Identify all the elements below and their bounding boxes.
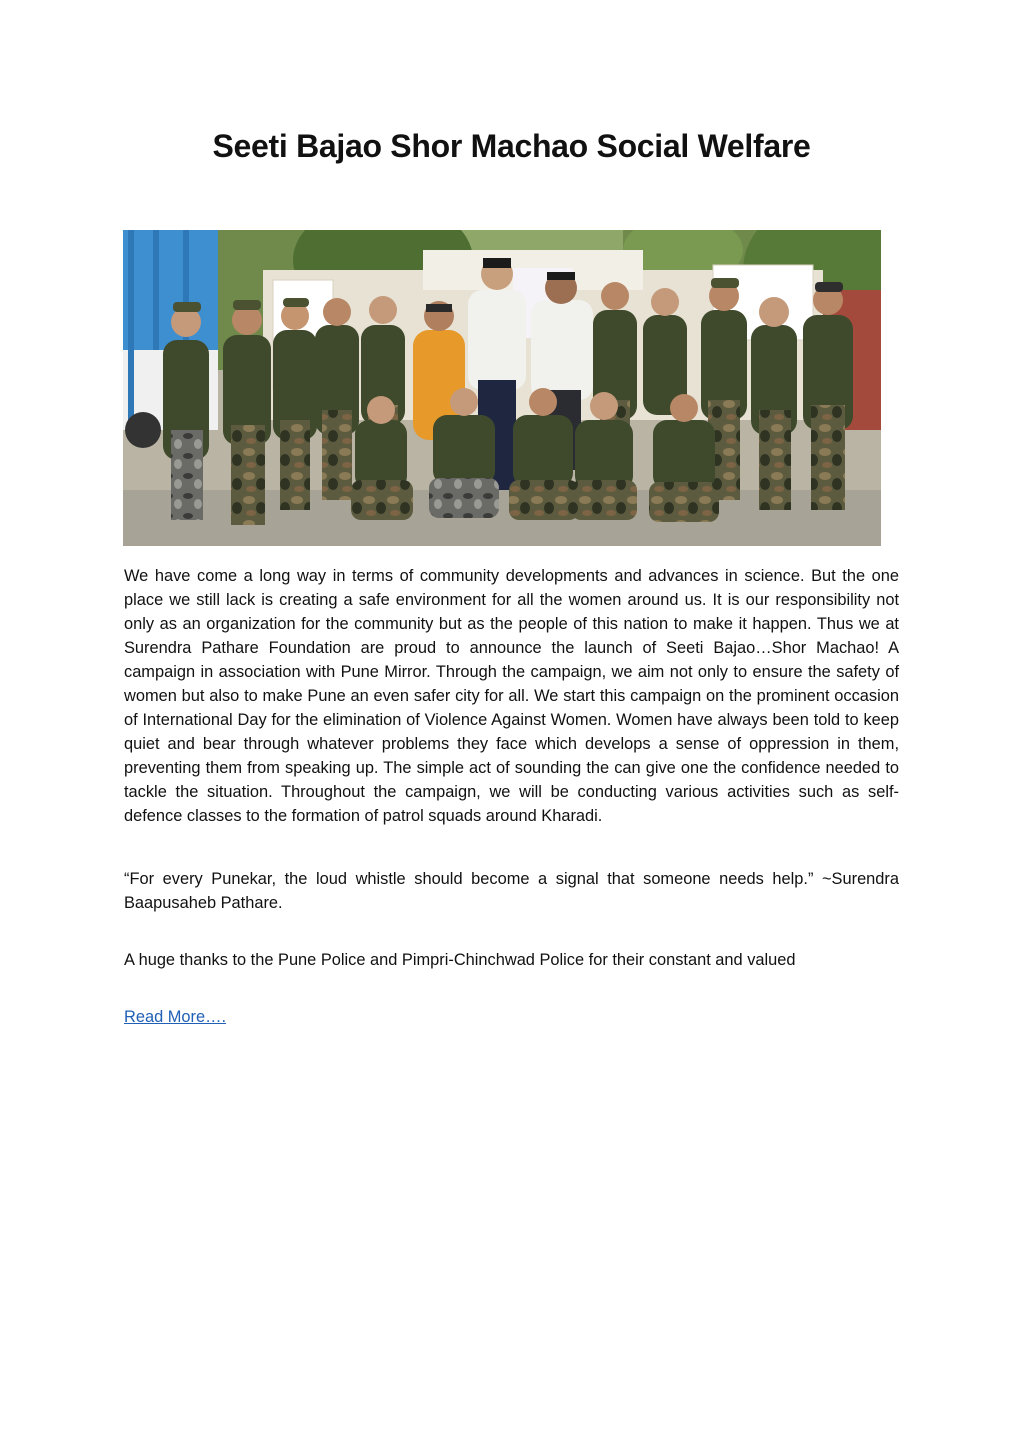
body-paragraph: We have come a long way in terms of community developments and advances in science. But the one place we still lack is creating a safe environment for all the women around us. It is our responsibility not only as an organization for the community but as the people of this nation to make it happen. Thus we at Surendra Pathare Foundation are proud to announce the launch of Seeti Bajao…Shor Machao! A campaign in association with Pune Mirror. Through the campaign, we aim not only to ensure the safety of women but also to make Pune an even safer city for all. We start this campaign on the prominent occasion of International Day for the elimination of Violence Against Women. Women have always been told to keep quiet and bear through whatever problems they face which develops a sense of oppression in them, preventing them from speaking up. The simple act of sounding the can give one the confidence needed to tackle the situation. Throughout the campaign, we will be conducting various activities such as self-defence classes to the formation of patrol squads around Kharadi. [124,567,899,825]
group-photo [123,230,881,546]
page-title: Seeti Bajao Shor Machao Social Welfare [212,128,811,164]
thanks-paragraph: A huge thanks to the Pune Police and Pimpri-Chinchwad Police for their constant and valued [124,951,796,969]
quote-paragraph: “For every Punekar, the loud whistle should become a signal that someone needs help.” ~Surendra Baapusaheb Pathare. [124,870,899,912]
read-more-link[interactable]: Read More…. [124,1008,227,1026]
